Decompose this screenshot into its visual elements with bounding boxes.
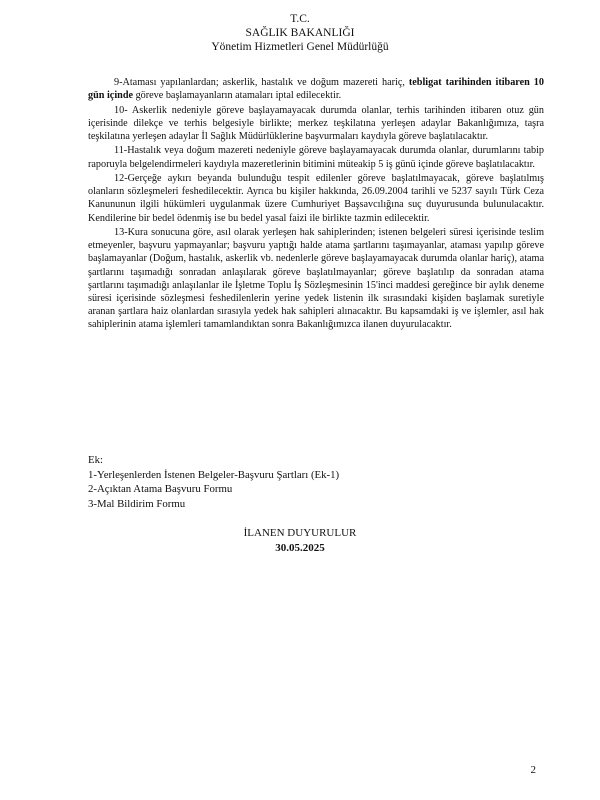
header-directorate: Yönetim Hizmetleri Genel Müdürlüğü xyxy=(211,41,389,53)
announcement-text: İLANEN DUYURULUR xyxy=(243,527,357,539)
paragraph-9-text-b: göreve başlamayanların atamaları iptal edilecektir. xyxy=(133,90,342,102)
header-ministry: SAĞLIK BAKANLIĞI xyxy=(245,27,355,39)
paragraph-9 xyxy=(88,76,544,102)
announcement-footer xyxy=(0,526,600,555)
attachment-item: 3-Mal Bildirim Formu xyxy=(88,497,186,510)
document-body xyxy=(88,76,544,333)
paragraph-9-bold: tebligat tarihinden itibaren 10 gün içinde xyxy=(88,77,544,102)
attachment-item: 1-Yerleşenlerden İstenen Belgeler-Başvuru Şartları (Ek-1) xyxy=(88,468,340,481)
paragraph-13: 13-Kura sonucuna göre, asıl olarak yerleşen hak sahiplerinden; istenen belgeleri süresi içerisinde teslim etmeyenler, başvuru yapmayanlar; başvuru yaptığı halde atama şartlarını taşımayanlar, ataması yapılıp göreve başlamayanlar (Doğum, hastalık, askerlik vb. nedenlerle göreve başlayamayacak durumda olanlar hariç), atama şartlarını taşımadığı sonradan anlaşılarak göreve başlatılmayanlar; göreve başlatılıp da sonradan atama şartlarını taşımadığı anlaşılanlar ile İşletme Toplu İş Sözleşmesinin 15'inci maddesi gereğince bir aylık deneme süresi içerisinde sözleşmesi feshedilenlerin yerine yedek listenin ilk sırasındaki kişiden başlamak suretiyle aranan şartlara haiz olanlardan sırasıyla yedek hak sahipleri alınacaktır. Bu kapsamdaki iş ve işlemler, asıl hak sahiplerinin atama işlemleri tamamlandıktan sonra Bakanlığımızca ilanen duyurulacaktır. xyxy=(88,226,544,331)
page-number: 2 xyxy=(530,764,536,776)
letterhead xyxy=(0,12,600,54)
paragraph-9-text-a: 9-Ataması yapılanlardan; askerlik, hastalık ve doğum mazereti hariç, xyxy=(114,77,409,88)
attachments-list xyxy=(88,453,339,511)
header-tc: T.C. xyxy=(290,13,310,25)
attachment-item: 2-Açıktan Atama Başvuru Formu xyxy=(88,483,233,495)
attachments-title: Ek: xyxy=(88,454,103,466)
paragraph-11: 11-Hastalık veya doğum mazereti nedeniyle göreve başlayamayacak durumda olanlar, durumlarını tabip raporuyla belgelendirmeleri kaydıyla mazeretlerinin bitimini müteakip 5 iş günü içinde göreve başlatılacaktır. xyxy=(88,145,544,170)
paragraph-12: 12-Gerçeğe aykırı beyanda bulunduğu tespit edilenler göreve başlatılmayacak, göreve başlatılmış olanların sözleşmeleri feshedilecektir. Ayrıca bu kişiler hakkında, 26.09.2004 tarihli ve 5237 sayılı Türk Ceza Kanununun ilgili hükümleri uygulanmak üzere Cumhuriyet Başsavcılığına suç duyurusunda bulunulacaktır. Kendilerine bir bedel ödenmiş ise bu bedel yasal faizi ile birlikte tazmin edilecektir. xyxy=(88,172,544,224)
paragraph-10: 10- Askerlik nedeniyle göreve başlayamayacak durumda olanlar, terhis tarihinden itibaren otuz gün içerisinde dilekçe ve terhis belgesiyle birlikte; merkez teşkilatına yerleşen adaylar Bakanlığımıza, taşra teşkilatına yerleşen adaylar İl Sağlık Müdürlüklerine başvurmaları kaydıyla göreve başlatılacaktır. xyxy=(88,104,544,142)
announcement-date: 30.05.2025 xyxy=(275,541,325,554)
